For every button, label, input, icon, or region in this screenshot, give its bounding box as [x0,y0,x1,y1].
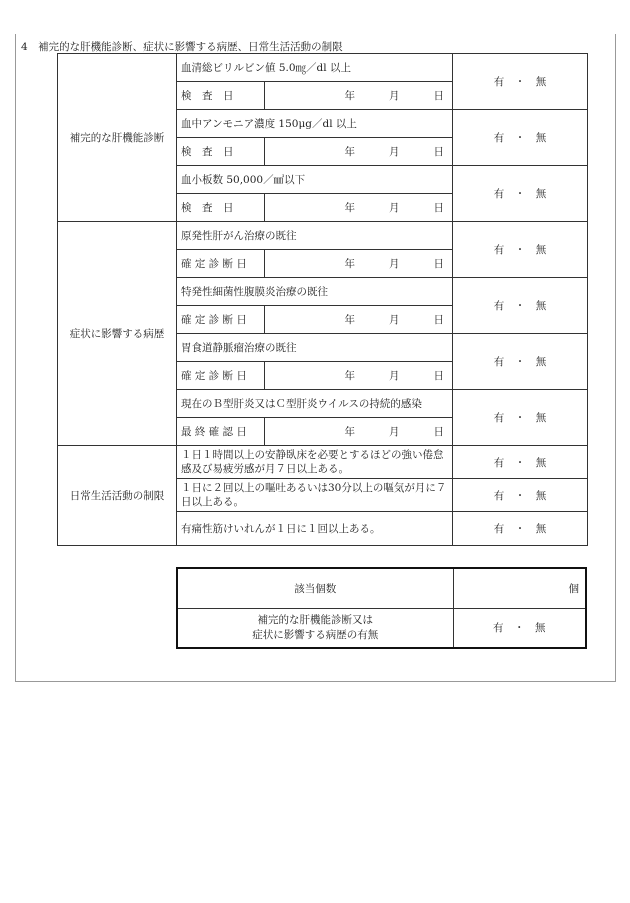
yes-no-field[interactable]: 有 ・ 無 [453,54,588,110]
yes-no-field[interactable]: 有 ・ 無 [453,512,588,546]
category-history: 症状に影響する病歴 [58,222,177,446]
date-field[interactable]: 年 月 日 [265,194,453,222]
yes-no-field[interactable]: 有 ・ 無 [453,278,588,334]
summary-table [176,567,587,649]
item-title: 原発性肝がん治療の既往 [177,222,453,250]
yes-no-field[interactable]: 有 ・ 無 [453,479,588,512]
yes-no-field[interactable]: 有 ・ 無 [453,390,588,446]
date-label: 確 定 診 断 日 [177,250,265,278]
date-label: 最 終 確 認 日 [177,418,265,446]
yes-no-field[interactable]: 有 ・ 無 [453,608,586,648]
item-title: 血清総ビリルビン値 5.0㎎／dl 以上 [177,54,453,82]
table-row [177,568,586,608]
assessment-table [57,53,588,546]
table-row [58,222,588,250]
yes-no-field[interactable]: 有 ・ 無 [453,222,588,278]
category-liver: 補完的な肝機能診断 [58,54,177,222]
item-title: 現在のＢ型肝炎又はＣ型肝炎ウイルスの持続的感染 [177,390,453,418]
yes-no-field[interactable]: 有 ・ 無 [453,446,588,479]
section-title: 4 補完的な肝機能診断、症状に影響する病歴、日常生活活動の制限 [21,41,343,53]
date-field[interactable]: 年 月 日 [265,82,453,110]
item-title: 血小板数 50,000／㎣以下 [177,166,453,194]
table-row [58,54,588,82]
date-field[interactable]: 年 月 日 [265,418,453,446]
item-title: 特発性細菌性腹膜炎治療の既往 [177,278,453,306]
date-field[interactable]: 年 月 日 [265,362,453,390]
yes-no-field[interactable]: 有 ・ 無 [453,110,588,166]
item-title: １日に２回以上の嘔吐あるいは30分以上の嘔気が月に７日以上ある。 [177,479,453,512]
item-title: 有痛性筋けいれんが１日に１回以上ある。 [177,512,453,546]
yes-no-field[interactable]: 有 ・ 無 [453,166,588,222]
yes-no-field[interactable]: 有 ・ 無 [453,334,588,390]
date-label: 検 査 日 [177,82,265,110]
date-field[interactable]: 年 月 日 [265,306,453,334]
table-row [58,446,588,479]
category-daily: 日常生活活動の制限 [58,446,177,546]
item-title: １日１時間以上の安静臥床を必要とするほどの強い倦怠感及び易疲労感が月７日以上ある。 [177,446,453,479]
item-title: 胃食道静脈瘤治療の既往 [177,334,453,362]
date-field[interactable]: 年 月 日 [265,138,453,166]
date-label: 確 定 診 断 日 [177,306,265,334]
count-field[interactable]: 個 [453,568,586,608]
presence-label: 補完的な肝機能診断又は 症状に影響する病歴の有無 [177,608,453,648]
date-label: 確 定 診 断 日 [177,362,265,390]
table-row [177,608,586,648]
date-label: 検 査 日 [177,138,265,166]
date-field[interactable]: 年 月 日 [265,250,453,278]
count-label: 該当個数 [177,568,453,608]
item-title: 血中アンモニア濃度 150μg／dl 以上 [177,110,453,138]
date-label: 検 査 日 [177,194,265,222]
